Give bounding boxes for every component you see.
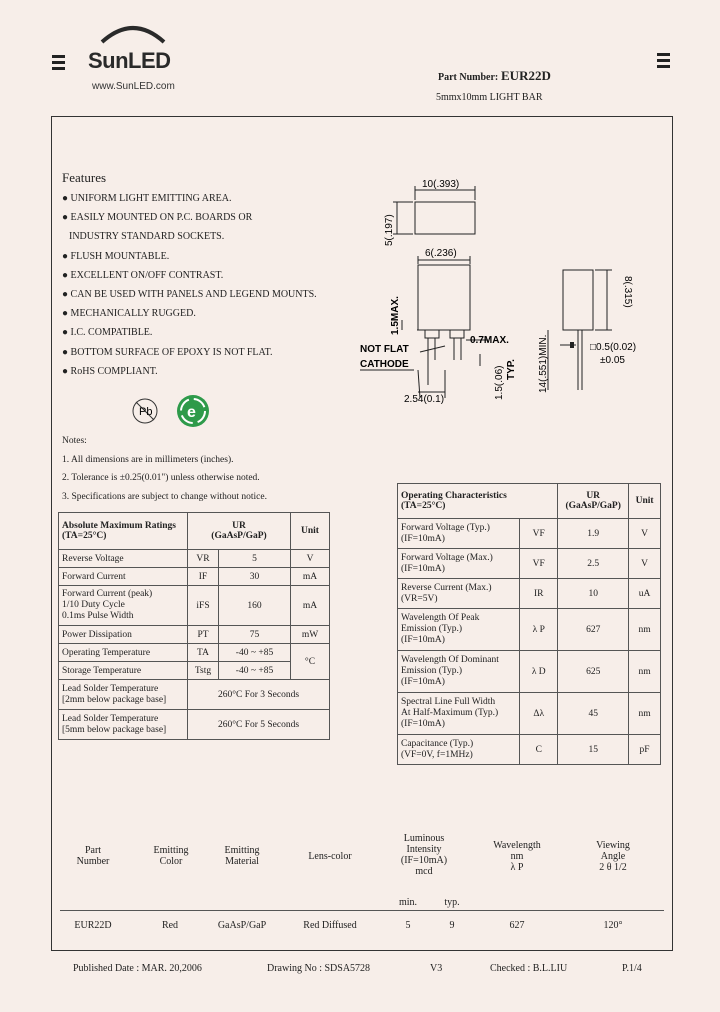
feature-item: INDUSTRY STANDARD SOCKETS. <box>69 231 225 243</box>
op-char-table <box>397 483 661 765</box>
label-cathode: CATHODE <box>360 359 409 370</box>
sel-wave: 627 <box>509 920 525 931</box>
table-row: Lead Solder Temperature [2mm below package base] 260°C For 3 Seconds <box>59 680 330 710</box>
note-item: 1. All dimensions are in millimeters (inches). <box>62 454 234 465</box>
dim-width: 10(.393) <box>422 179 460 190</box>
sel-material: GaAsP/GaP <box>217 920 267 931</box>
table-row: Storage Temperature Tstg -40 ~ +85 <box>59 662 330 680</box>
sel-header-lens: Lens-color <box>308 851 352 862</box>
table-row: Reverse Voltage VR 5 V <box>59 550 330 568</box>
notes-title: Notes: <box>62 436 87 446</box>
table-row: Operating Temperature TA -40 ~ +85 °C <box>59 644 330 662</box>
part-number-line <box>438 68 551 84</box>
sel-header-min: min. <box>398 897 418 908</box>
table-row: Power Dissipation PT 75 mW <box>59 626 330 644</box>
note-item: 3. Specifications are subject to change without notice. <box>62 491 267 502</box>
dim-pin-offset: 1.5(.06) <box>494 365 505 400</box>
selection-divider <box>60 910 664 911</box>
feature-item: ● FLUSH MOUNTABLE. <box>62 250 170 262</box>
feature-item: ● BOTTOM SURFACE OF EPOXY IS NOT FLAT. <box>62 346 273 358</box>
footer-page: P.1/4 <box>622 963 642 974</box>
part-number: EUR22D <box>501 68 551 83</box>
dim-inner: 6(.236) <box>425 248 457 259</box>
footer-checked: Checked : B.L.LIU <box>490 963 568 974</box>
op-char-header: Operating Characteristics (TA=25°C) <box>398 484 558 519</box>
dim-pitch: 2.54(0.1) <box>404 394 445 405</box>
logo-arc-icon <box>98 22 168 44</box>
feature-item: ● RoHS COMPLIANT. <box>62 365 158 377</box>
sel-lens: Red Diffused <box>303 920 357 931</box>
side-view-body <box>563 270 593 330</box>
dim-lead-size: □0.5(0.02) <box>590 342 637 353</box>
right-bars-icon <box>657 53 670 71</box>
feature-item: ● CAN BE USED WITH PANELS AND LEGEND MOUNTS. <box>62 289 317 301</box>
left-bars-icon <box>52 55 65 73</box>
dim-max-height: 1.5MAX. <box>390 296 401 335</box>
recycle-symbol: e <box>187 404 196 421</box>
table-row: Lead Solder Temperature [5mm below package base] 260°C For 5 Seconds <box>59 710 330 740</box>
dim-height: 5(.197) <box>384 214 395 246</box>
sel-header-typ: typ. <box>444 897 460 908</box>
abs-max-table <box>58 512 330 740</box>
top-view-body <box>415 202 475 234</box>
subtitle: 5mmx10mm LIGHT BAR <box>436 92 543 103</box>
footer-published: Published Date : MAR. 20,2006 <box>73 963 202 974</box>
sel-header-viewing: Viewing Angle 2 θ 1/2 <box>596 840 630 873</box>
table-row: Forward Current (peak) 1/10 Duty Cycle 0.1ms Pulse Width iFS 160 mA <box>59 586 330 626</box>
part-number-label: Part Number: <box>438 72 499 83</box>
logo-url[interactable]: www.SunLED.com <box>92 81 175 92</box>
table-row: Wavelength Of Peak Emission (Typ.) (IF=10mA) λ P 627 nm <box>398 609 661 651</box>
sel-header-material: Emitting Material <box>224 845 260 867</box>
sel-color: Red <box>161 920 179 931</box>
footer-drawing: Drawing No : SDSA5728 <box>267 963 371 974</box>
features-list <box>62 189 317 381</box>
sel-header-part: Part Number <box>76 845 110 867</box>
feature-item: ● I.C. COMPATIBLE. <box>62 327 153 339</box>
abs-max-header-unit: Unit <box>291 513 330 550</box>
dim-lead-min: 14(.551)MIN. <box>538 334 549 393</box>
label-not-flat: NOT FLAT <box>360 344 409 355</box>
dim-typ: TYP. <box>506 359 517 380</box>
table-row: Spectral Line Full Width At Half-Maximum (Typ.) (IF=10mA) Δλ 45 nm <box>398 693 661 735</box>
sel-part: EUR22D <box>74 920 112 931</box>
table-row: Forward Voltage (Max.) (IF=10mA) VF 2.5 V <box>398 549 661 579</box>
dim-lead-tol: ±0.05 <box>600 355 625 366</box>
package-drawing <box>350 170 670 410</box>
pb-symbol: Pb <box>139 406 153 418</box>
footer-version: V3 <box>430 963 443 974</box>
table-row: Reverse Current (Max.) (VR=5V) IR 10 uA <box>398 579 661 609</box>
sel-header-luminous: Luminous Intensity (IF=10mA) mcd <box>400 833 448 877</box>
recycle-icon <box>175 393 211 429</box>
logo-name: SunLED <box>88 48 171 73</box>
sel-header-color: Emitting Color <box>153 845 189 867</box>
notes <box>62 432 267 506</box>
pb-free-icon <box>130 396 160 426</box>
abs-max-header: Absolute Maximum Ratings (TA=25°C) <box>59 513 188 550</box>
feature-item: ● EXCELLENT ON/OFF CONTRAST. <box>62 269 224 281</box>
op-char-header-unit: Unit <box>629 484 661 519</box>
feature-item: ● MECHANICALLY RUGGED. <box>62 308 196 320</box>
sel-lum-min: 5 <box>405 920 411 931</box>
note-item: 2. Tolerance is ±0.25(0.01") unless otherwise noted. <box>62 473 260 483</box>
table-row: Forward Current IF 30 mA <box>59 568 330 586</box>
table-row: Capacitance (Typ.) (VF=0V, f=1MHz) C 15 pF <box>398 735 661 765</box>
op-char-header-ur: UR (GaAsP/GaP) <box>558 484 629 519</box>
feature-item: ● UNIFORM LIGHT EMITTING AREA. <box>62 193 232 204</box>
sel-lum-typ: 9 <box>449 920 455 931</box>
table-row: Wavelength Of Dominant Emission (Typ.) (IF=10mA) λ D 625 nm <box>398 651 661 693</box>
dim-body-height: 8(.315) <box>622 276 633 308</box>
features-title: Features <box>62 170 107 185</box>
table-row: Forward Voltage (Typ.) (IF=10mA) VF 1.9 V <box>398 519 661 549</box>
sel-view: 120° <box>603 920 623 931</box>
front-view-body <box>418 265 470 330</box>
feature-item: ● EASILY MOUNTED ON P.C. BOARDS OR <box>62 212 253 224</box>
sel-header-wavelength: Wavelength nm λ P <box>493 840 541 873</box>
abs-max-header-ur: UR (GaAsP/GaP) <box>188 513 291 550</box>
dim-pin-max: 0.7MAX. <box>470 335 509 346</box>
